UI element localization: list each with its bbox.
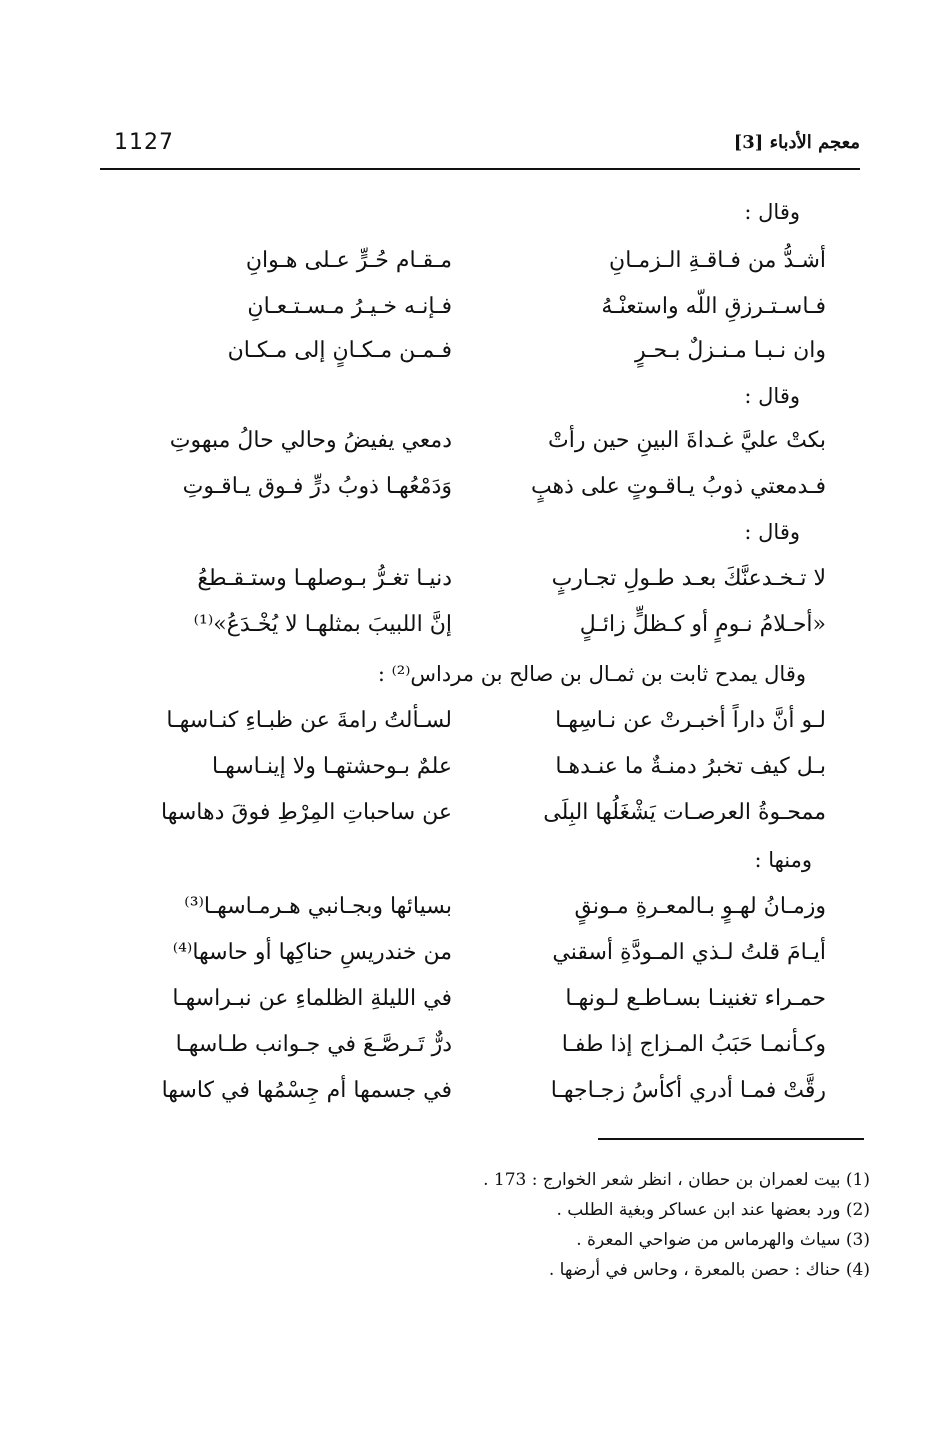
verse (110, 894, 826, 934)
verse (110, 940, 826, 980)
hemistich-first: رقَّتْ فمـا أدري أكأسُ زجـاجهـا (550, 1078, 826, 1103)
page-number: 1127 (114, 130, 174, 155)
verse (110, 754, 826, 794)
hemistich-second: وَدَمْعُهـا ذوبُ درٍّ فـوق يـاقـوتِ (182, 474, 452, 499)
verse (110, 1078, 826, 1118)
hemistich-first: بـل كيف تخبرُ دمنـةٌ ما عنـدهـا (555, 754, 826, 779)
hemistich-first: لـو أنَّ داراً أخبـرتْ عن نـاسِهـا (555, 708, 826, 733)
hemistich-second: بسيائها وبجـانبي هـرمـاسهـا⁽³⁾ (184, 894, 452, 919)
hemistich-first: حمـراء تغنينـا بسـاطـع لـونهـا (565, 986, 826, 1011)
hemistich-first: أشـدُّ من فـاقـةِ الـزمـانِ (609, 248, 826, 273)
section-intro: وقال : (744, 384, 800, 408)
hemistich-second: إنَّ اللبيبَ بمثلهـا لا يُخْـدَعُ»⁽¹⁾ (193, 612, 452, 637)
hemistich-second: درٌّ تَـرصَّـعَ في جـوانب طـاسهـا (175, 1032, 452, 1057)
footnote-divider (598, 1138, 864, 1140)
hemistich-first: وان نـبـا مـنـزلٌ بـحـرٍ (634, 338, 826, 363)
footnote: (1) بيت لعمران بن حطان ، انظر شعر الخوارج : 173 . (483, 1170, 870, 1190)
hemistich-first: ممحـوةُ العرصـات يَشْغَلُها البِلَى (543, 800, 826, 825)
section-intro: وقال : (744, 200, 800, 224)
footnotes (483, 1170, 870, 1290)
running-title: معجم الأدباء [3] (733, 132, 860, 153)
verse (110, 1032, 826, 1072)
hemistich-first: فـاسـتـرزقِ اللّه واستعنْـهُ (601, 294, 826, 319)
hemistich-second: عن ساحباتِ المِرْطِ فوقَ دهاسها (161, 800, 452, 825)
hemistich-first: وكـأنمـا حَبَبُ المـزاج إذا طفـا (561, 1032, 826, 1057)
hemistich-second: فـإنـه خـيـرُ مـسـتـعـانِ (247, 294, 452, 319)
hemistich-second: لسـألتُ رامةَ عن ظبـاءِ كنـاسهـا (166, 708, 452, 733)
hemistich-second: فـمـن مـكـانٍ إلى مـكـان (227, 338, 452, 363)
verse (110, 800, 826, 840)
section-intro: وقال : (744, 520, 800, 544)
verse (110, 986, 826, 1026)
section-intro: ومنها : (754, 848, 812, 872)
poem-body (110, 0, 826, 1130)
footnote: (3) سياث والهرماس من ضواحي المعرة . (576, 1230, 870, 1250)
verse (110, 566, 826, 606)
hemistich-second: دنيـا تغـرُّ بـوصلهـا وستـقـطعُ (197, 566, 452, 591)
verse (110, 474, 826, 514)
hemistich-first: أيـامَ قلتُ لـذي المـودَّةِ أسقني (552, 940, 826, 965)
hemistich-first: وزمـانُ لهـوٍ بـالمعـرةِ مـونقٍ (574, 894, 826, 919)
hemistich-second: في جسمها أم جِسْمُها في كاسها (161, 1078, 452, 1103)
verse (110, 338, 826, 378)
hemistich-second: في الليلةِ الظلماءِ عن نبـراسهـا (172, 986, 452, 1011)
hemistich-first: لا تـخـدعنَّكَ بعـد طـولِ تجـاربٍ (551, 566, 826, 591)
verse (110, 708, 826, 748)
verse (110, 294, 826, 334)
footnote: (2) ورد بعضها عند ابن عساكر وبغية الطلب . (556, 1200, 870, 1220)
footnote: (4) حناك : حصن بالمعرة ، وحاس في أرضها . (548, 1260, 870, 1280)
hemistich-first: بكتْ عليَّ غـداةَ البينِ حين رأتْ (548, 428, 826, 453)
hemistich-first: «أحـلامُ نـومٍ أو كـظلٍّ زائـلٍ (579, 612, 826, 637)
verse (110, 428, 826, 468)
verse (110, 612, 826, 652)
hemistich-second: علمٌ بـوحشتهـا ولا إينـاسهـا (211, 754, 452, 779)
verse (110, 248, 826, 288)
hemistich-second: من خندريسِ حناكِها أو حاسها⁽⁴⁾ (172, 940, 452, 965)
section-intro: وقال يمدح ثابت بن ثمـال بن صالح بن مرداس⁽²⁾ : (377, 662, 806, 686)
hemistich-first: فـدمعتي ذوبُ يـاقـوتٍ على ذهبٍ (530, 474, 826, 499)
hemistich-second: مـقـام حُـرٍّ عـلى هـوانِ (245, 248, 452, 273)
hemistich-second: دمعي يفيضُ وحالي حالُ مبهوتِ (169, 428, 452, 453)
